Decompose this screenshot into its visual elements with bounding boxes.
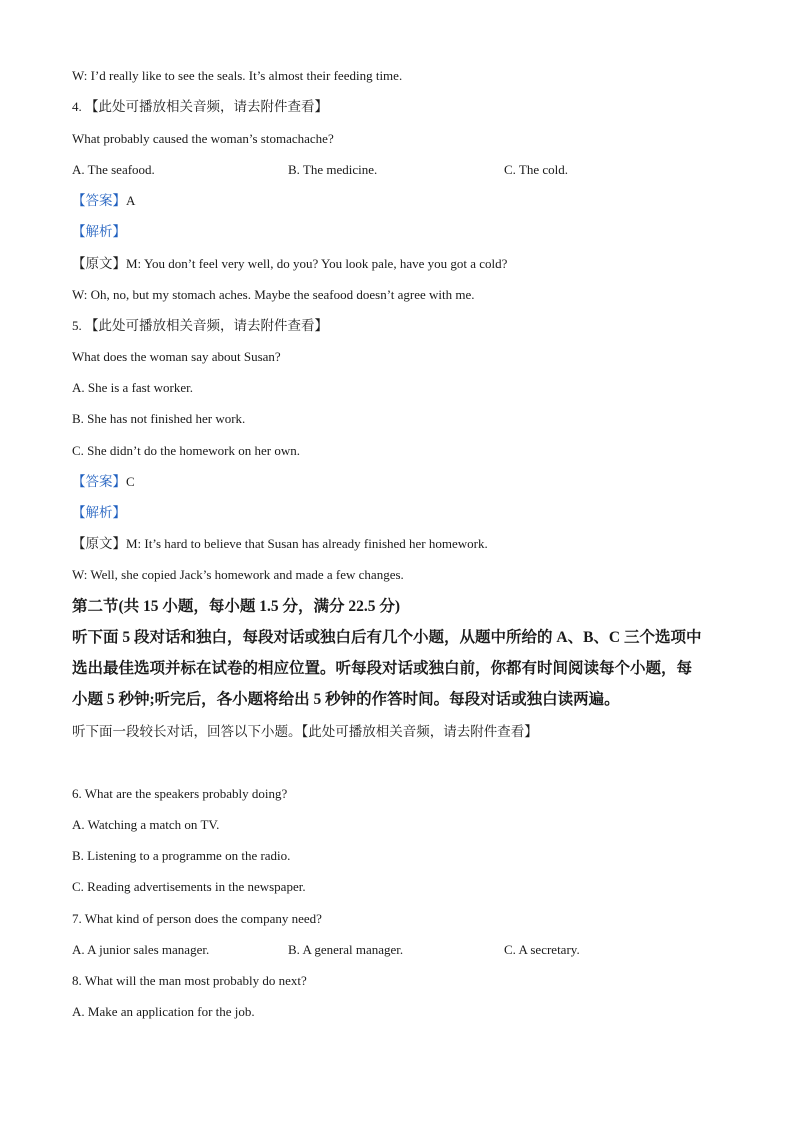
q4-number: 4. xyxy=(72,99,82,114)
q5-audio-link[interactable]: 【此处可播放相关音频，请去附件查看】 xyxy=(85,318,328,333)
q8-option-a: A. Make an application for the job. xyxy=(72,1004,255,1019)
section2-instructions-2: 选出最佳选项并标在试卷的相应位置。听每段对话或独白前，你都有时间阅读每个小题，每 xyxy=(72,660,693,677)
q7-question: 7. What kind of person does the company need? xyxy=(72,911,322,926)
q5-question: What does the woman say about Susan? xyxy=(72,349,281,364)
q8-question: 8. What will the man most probably do next? xyxy=(72,973,307,988)
q6-option-b: B. Listening to a programme on the radio. xyxy=(72,848,291,863)
q4-question: What probably caused the woman’s stomachache? xyxy=(72,131,334,146)
q7-option-b: B. A general manager. xyxy=(288,942,404,957)
q4-audio-link[interactable]: 【此处可播放相关音频，请去附件查看】 xyxy=(85,99,328,114)
q6-option-c: C. Reading advertisements in the newspaper. xyxy=(72,879,306,894)
q5-option-c: C. She didn’t do the homework on her own. xyxy=(72,443,300,458)
section2-listen-intro[interactable]: 听下面一段较长对话，回答以下小题。【此处可播放相关音频，请去附件查看】 xyxy=(72,724,538,739)
section2-heading: 第二节(共 15 小题，每小题 1.5 分，满分 22.5 分) xyxy=(72,598,401,615)
q7-option-c: C. A secretary. xyxy=(504,942,580,957)
q4-original-w: W: Oh, no, but my stomach aches. Maybe the seafood doesn’t agree with me. xyxy=(72,287,475,302)
q4-option-c: C. The cold. xyxy=(504,162,569,177)
q5-option-a: A. She is a fast worker. xyxy=(72,380,193,395)
q5-option-b: B. She has not finished her work. xyxy=(72,411,246,426)
section2-instructions-3: 小题 5 秒钟;听完后，各小题将给出 5 秒钟的作答时间。每段对话或独白读两遍。 xyxy=(72,691,620,708)
q5-number: 5. xyxy=(72,318,82,333)
original-label: 【原文】 xyxy=(72,256,126,271)
q7-option-a: A. A junior sales manager. xyxy=(72,942,210,957)
section2-instructions-1: 听下面 5 段对话和独白，每段对话或独白后有几个小题，从题中所给的 A、B、C 三个选项中 xyxy=(72,629,702,646)
answer-label: 【答案】 xyxy=(72,474,126,489)
original-label: 【原文】 xyxy=(72,536,126,551)
q4-analysis-label: 【解析】 xyxy=(72,224,126,239)
q5-original-m: 【原文】M: It’s hard to believe that Susan has already finished her homework. xyxy=(72,536,488,551)
q4-header xyxy=(72,99,328,115)
q3-dialogue-w: W: I’d really like to see the seals. It’s almost their feeding time. xyxy=(72,68,403,83)
q4-option-a: A. The seafood. xyxy=(72,162,155,177)
answer-label: 【答案】 xyxy=(72,193,126,208)
q5-original-w: W: Well, she copied Jack’s homework and made a few changes. xyxy=(72,567,404,582)
q5-analysis-label: 【解析】 xyxy=(72,505,126,520)
q6-question: 6. What are the speakers probably doing? xyxy=(72,786,288,801)
q4-option-b: B. The medicine. xyxy=(288,162,378,177)
q4-answer xyxy=(72,193,135,209)
q6-option-a: A. Watching a match on TV. xyxy=(72,817,220,832)
q5-header xyxy=(72,318,328,334)
q5-answer xyxy=(72,474,135,490)
q5-answer-value: C xyxy=(126,474,135,489)
q4-original-m: 【原文】M: You don’t feel very well, do you? You look pale, have you got a cold? xyxy=(72,256,508,271)
q4-answer-value: A xyxy=(126,193,136,208)
